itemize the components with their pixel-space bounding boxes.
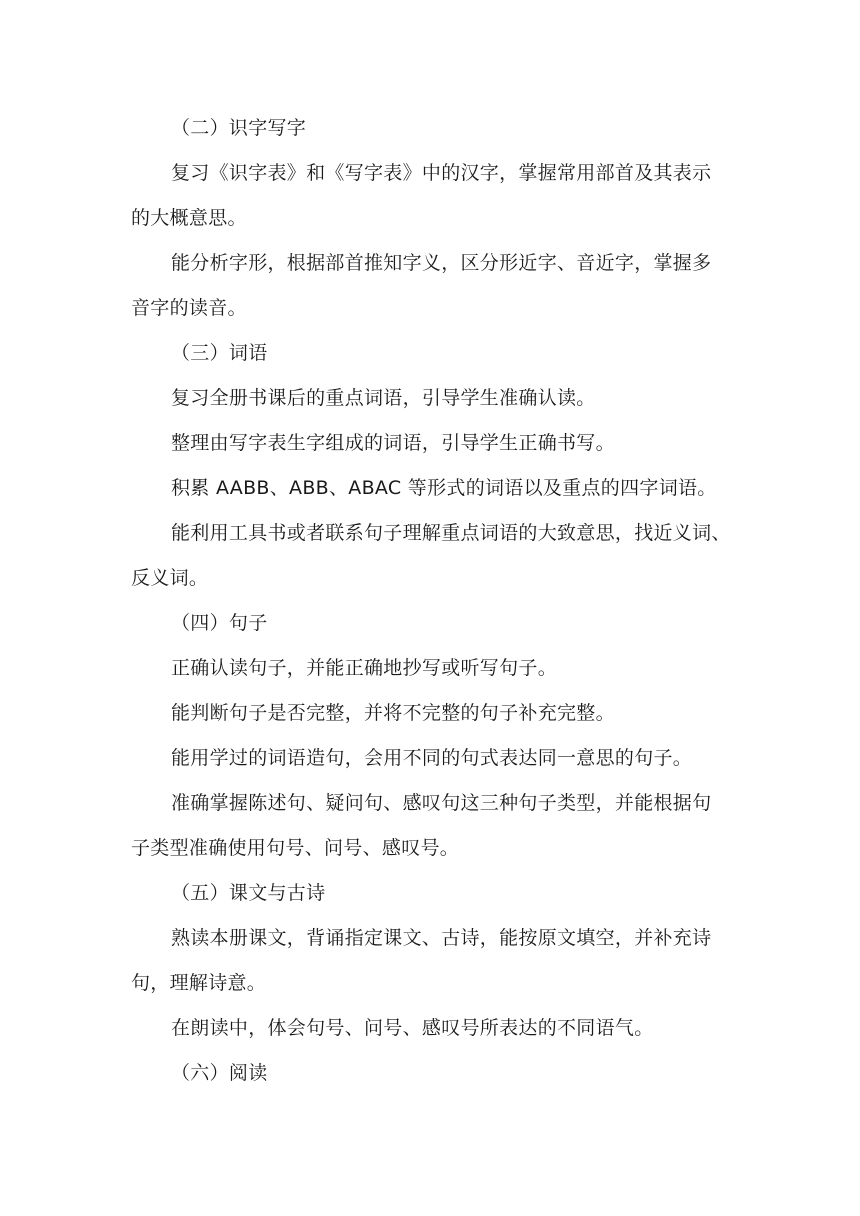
paragraph-line: 能利用工具书或者联系句子理解重点词语的大致意思，找近义词、	[171, 522, 731, 544]
section-heading-texts-poems: （五）课文与古诗	[171, 882, 326, 904]
paragraph-line: 整理由写字表生字组成的词语，引导学生正确书写。	[171, 432, 615, 454]
section-heading-literacy: （二）识字写字	[171, 117, 307, 139]
paragraph-line: 积累 AABB、ABB、ABAC 等形式的词语以及重点的四字词语。	[171, 477, 717, 499]
section-heading-words: （三）词语	[171, 342, 268, 364]
paragraph-line: 能判断句子是否完整，并将不完整的句子补充完整。	[171, 702, 615, 724]
section-heading-sentences: （四）句子	[171, 612, 268, 634]
paragraph-line: 反义词。	[131, 567, 209, 589]
paragraph-line: 在朗读中，体会句号、问号、感叹号所表达的不同语气。	[171, 1017, 654, 1039]
paragraph-line: 子类型准确使用句号、问号、感叹号。	[131, 837, 460, 859]
paragraph-line: 复习全册书课后的重点词语，引导学生准确认读。	[171, 387, 596, 409]
paragraph-line: 句，理解诗意。	[131, 972, 267, 994]
paragraph-line: 复习《识字表》和《写字表》中的汉字，掌握常用部首及其表示	[171, 162, 712, 184]
paragraph-line: 能分析字形，根据部首推知字义，区分形近字、音近字，掌握多	[171, 252, 712, 274]
paragraph-line: 正确认读句子，并能正确地抄写或听写句子。	[171, 657, 558, 679]
paragraph-line: 音字的读音。	[131, 297, 247, 319]
paragraph-line: 的大概意思。	[131, 207, 247, 229]
paragraph-line: 能用学过的词语造句，会用不同的句式表达同一意思的句子。	[171, 747, 693, 769]
paragraph-line: 熟读本册课文，背诵指定课文、古诗，能按原文填空，并补充诗	[171, 927, 712, 949]
paragraph-line: 准确掌握陈述句、疑问句、感叹句这三种句子类型，并能根据句	[171, 792, 712, 814]
section-heading-reading: （六）阅读	[171, 1062, 268, 1084]
